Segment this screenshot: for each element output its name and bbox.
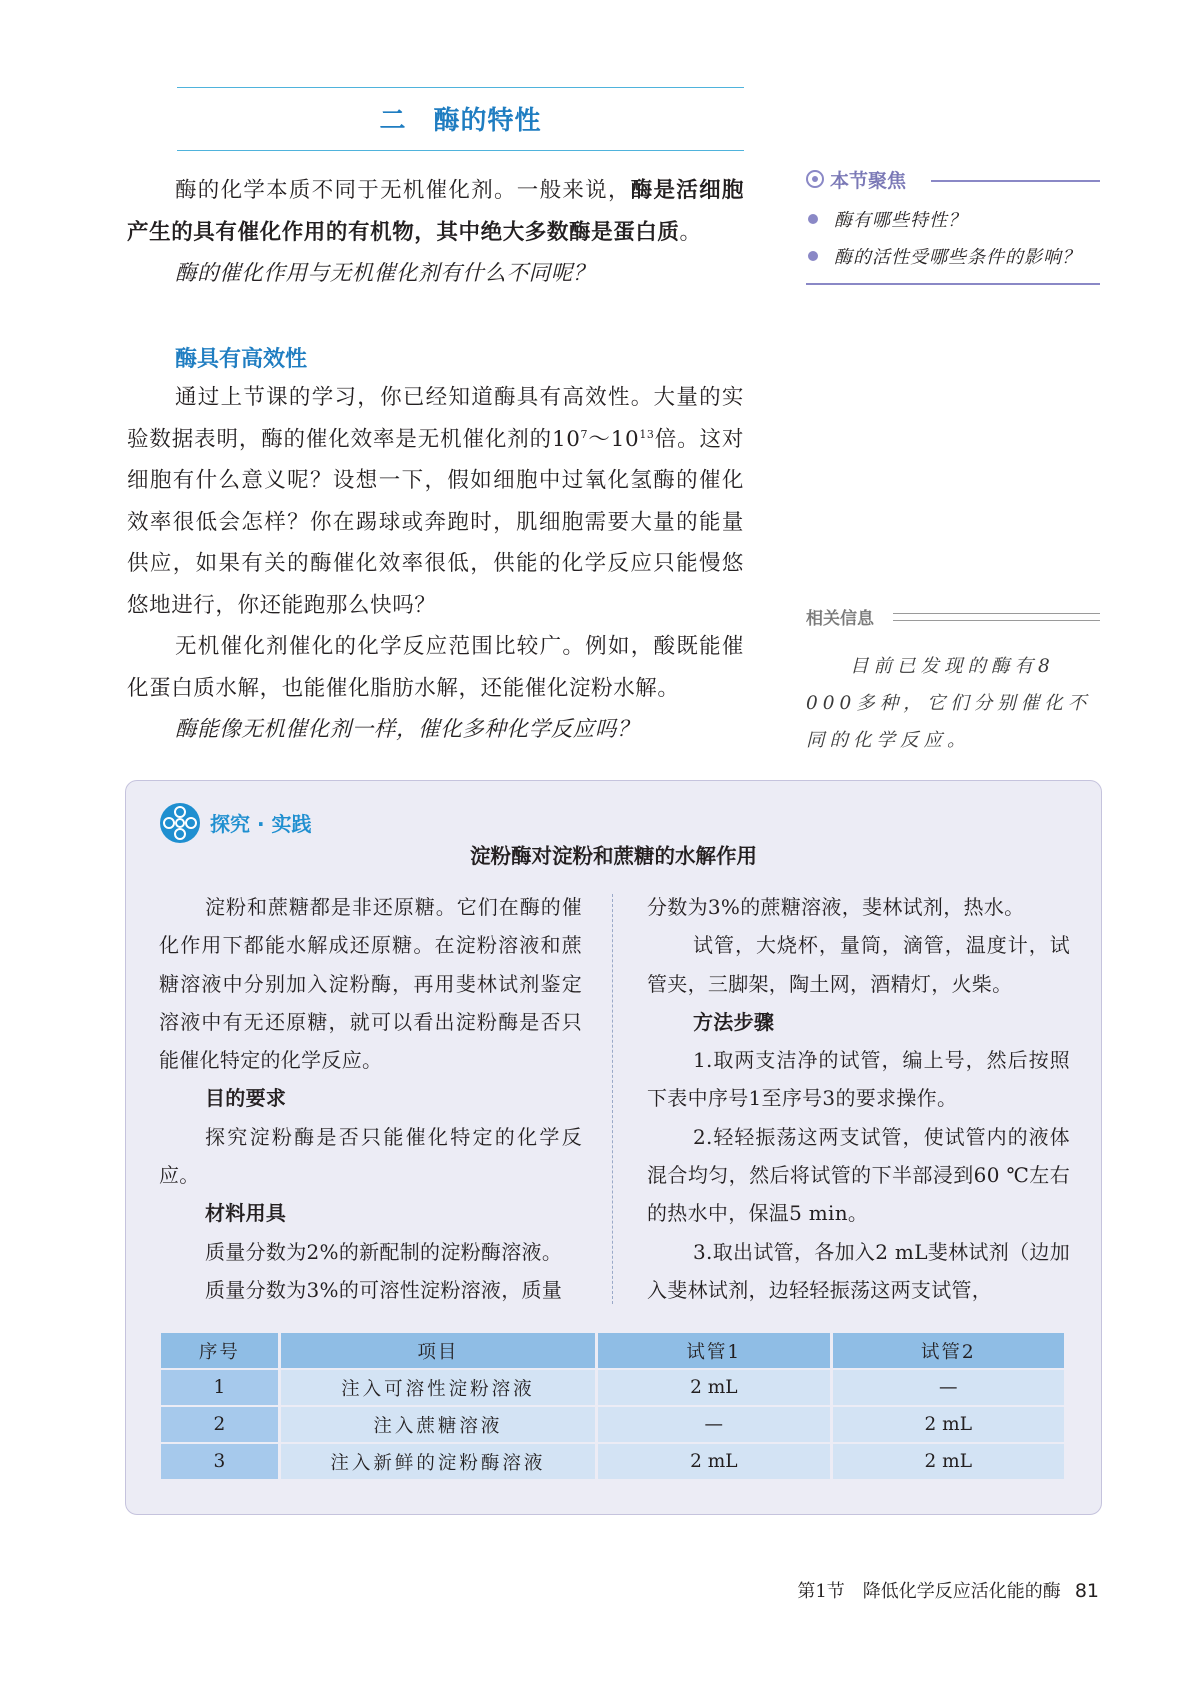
related-info-paragraph: 目前已发现的酶有8 000多种，它们分别催化不同的化学反应。 [806,656,1092,751]
focus-rule [931,180,1100,182]
goal-text: 探究淀粉酶是否只能催化特定的化学反应。 [159,1124,582,1188]
table-cell: — [598,1407,829,1442]
focus-item [808,243,1081,269]
table-header: 试管1 [598,1333,829,1368]
table-cell: 注入蔗糖溶液 [281,1407,595,1442]
page-footer [797,1577,1099,1603]
focus-box-bottom-rule [806,283,1100,285]
intro-text-c: 。 [679,219,702,245]
explore-label: 探究 · 实践 [210,812,312,836]
chapter-title: 第1节 降低化学反应活化能的酶 [797,1581,1061,1602]
experiment-intro: 淀粉和蔗糖都是非还原糖。它们在酶的催化作用下都能水解成还原糖。在淀粉溶液和蔗糖溶液中分别加入淀粉酶，再用斐林试剂鉴定溶液中有无还原糖，就可以看出淀粉酶是否只能催化特定的化学反应。 [159,895,582,1073]
efficiency-text [127,377,744,751]
efficiency-text-c: 倍。这对细胞有什么意义呢？设想一下，假如细胞中过氧化氢酶的催化效率很低会怎样？你在踢球或奔跑时，肌细胞需要大量的能量供应，如果有关的酶催化效率很低，供能的化学反应只能慢悠悠地进行，你还能跑那么快吗？ [127,426,744,618]
table-header: 序号 [161,1333,278,1368]
right-column [647,888,1070,1309]
exponent: 7 [580,427,589,441]
intro-key-definition: 酶是活细胞产生的具有催化作用的有机物，其中绝大多数酶是蛋白质 [127,178,744,245]
table-header: 项目 [281,1333,595,1368]
efficiency-paragraph [127,377,744,626]
intro-paragraph [127,170,744,253]
table-cell: 2 [161,1407,278,1442]
focus-box-header [806,166,1100,194]
efficiency-paragraph-2: 无机催化剂催化的化学反应范围比较广。例如，酸既能催化蛋白质水解，也能催化脂肪水解，还能催化淀粉水解。 [127,634,744,701]
focus-item-text: 酶有哪些特性？ [834,210,967,231]
materials-text: 质量分数为3%的可溶性淀粉溶液，质量 [205,1277,563,1302]
table-row [161,1407,1064,1442]
network-node [174,806,186,818]
efficiency-text-b: ～10 [588,426,640,452]
focus-item-text: 酶的活性受哪些条件的影响？ [834,247,1081,268]
section-title: 二 酶的特性 [379,106,542,136]
goal-heading: 目的要求 [205,1086,287,1111]
network-node [163,817,175,829]
left-column [159,888,582,1309]
materials-text: 试管，大烧杯，量筒，滴管，温度计，试管夹，三脚架，陶土网，酒精灯，火柴。 [647,933,1070,996]
network-icon [160,803,200,843]
focus-heading: 本节聚焦 [830,170,907,192]
table-cell: 注入可溶性淀粉溶液 [281,1370,595,1405]
intro-text-a: 酶的化学本质不同于无机催化剂。一般来说， [175,178,631,203]
table-cell: 2 mL [833,1407,1064,1442]
related-info-text [806,648,1102,759]
step-text: 3.取出试管，各加入2 mL斐林试剂（边加入斐林试剂，边轻轻振荡这两支试管， [647,1239,1070,1302]
exponent: 13 [639,427,655,441]
table-cell: 注入新鲜的淀粉酶溶液 [281,1444,595,1479]
bullet-icon [808,214,818,224]
table-cell: — [833,1370,1064,1405]
title-rule-top [177,87,744,88]
title-rule-bottom [177,150,744,151]
explore-practice-box [125,780,1102,1515]
efficiency-question: 酶能像无机催化剂一样，催化多种化学反应吗？ [175,717,640,742]
materials-text: 质量分数为2%的新配制的淀粉酶溶液。 [205,1239,563,1264]
steps-heading: 方法步骤 [693,1009,775,1034]
column-divider [612,894,613,1304]
subsection-heading: 酶具有高效性 [175,347,308,372]
table-row [161,1444,1064,1479]
materials-heading: 材料用具 [205,1201,287,1226]
table-row [161,1370,1064,1405]
bullet-icon [808,251,818,261]
related-info-rule [893,613,1100,621]
efficiency-text-a: 通过上节课的学习，你已经知道酶具有高效性。大量的实验数据表明，酶的催化效率是无机催化剂的10 [127,385,744,452]
focus-item [808,206,967,232]
table-cell: 1 [161,1370,278,1405]
table-header: 试管2 [833,1333,1064,1368]
related-info-heading: 相关信息 [806,609,874,629]
intro-question: 酶的催化作用与无机催化剂有什么不同呢？ [175,261,595,286]
table-cell: 2 mL [833,1444,1064,1479]
procedure-table [158,1331,1067,1481]
experiment-title: 淀粉酶对淀粉和蔗糖的水解作用 [470,844,757,868]
table-header-row [161,1333,1064,1368]
step-text: 2.轻轻振荡这两支试管，使试管内的液体混合均匀，然后将试管的下半部浸到60 ℃左右的热水中，保温5 min。 [647,1124,1070,1226]
intro-text [127,170,744,295]
page-number: 81 [1074,1580,1099,1602]
table-cell: 2 mL [598,1444,829,1479]
table-cell: 2 mL [598,1370,829,1405]
network-node-center [175,818,185,828]
table-cell: 3 [161,1444,278,1479]
materials-text: 分数为3%的蔗糖溶液，斐林试剂，热水。 [647,895,1025,919]
target-icon [806,170,824,188]
step-text: 1.取两支洁净的试管，编上号，然后按照下表中序号1至序号3的要求操作。 [647,1048,1070,1111]
network-node [185,817,197,829]
